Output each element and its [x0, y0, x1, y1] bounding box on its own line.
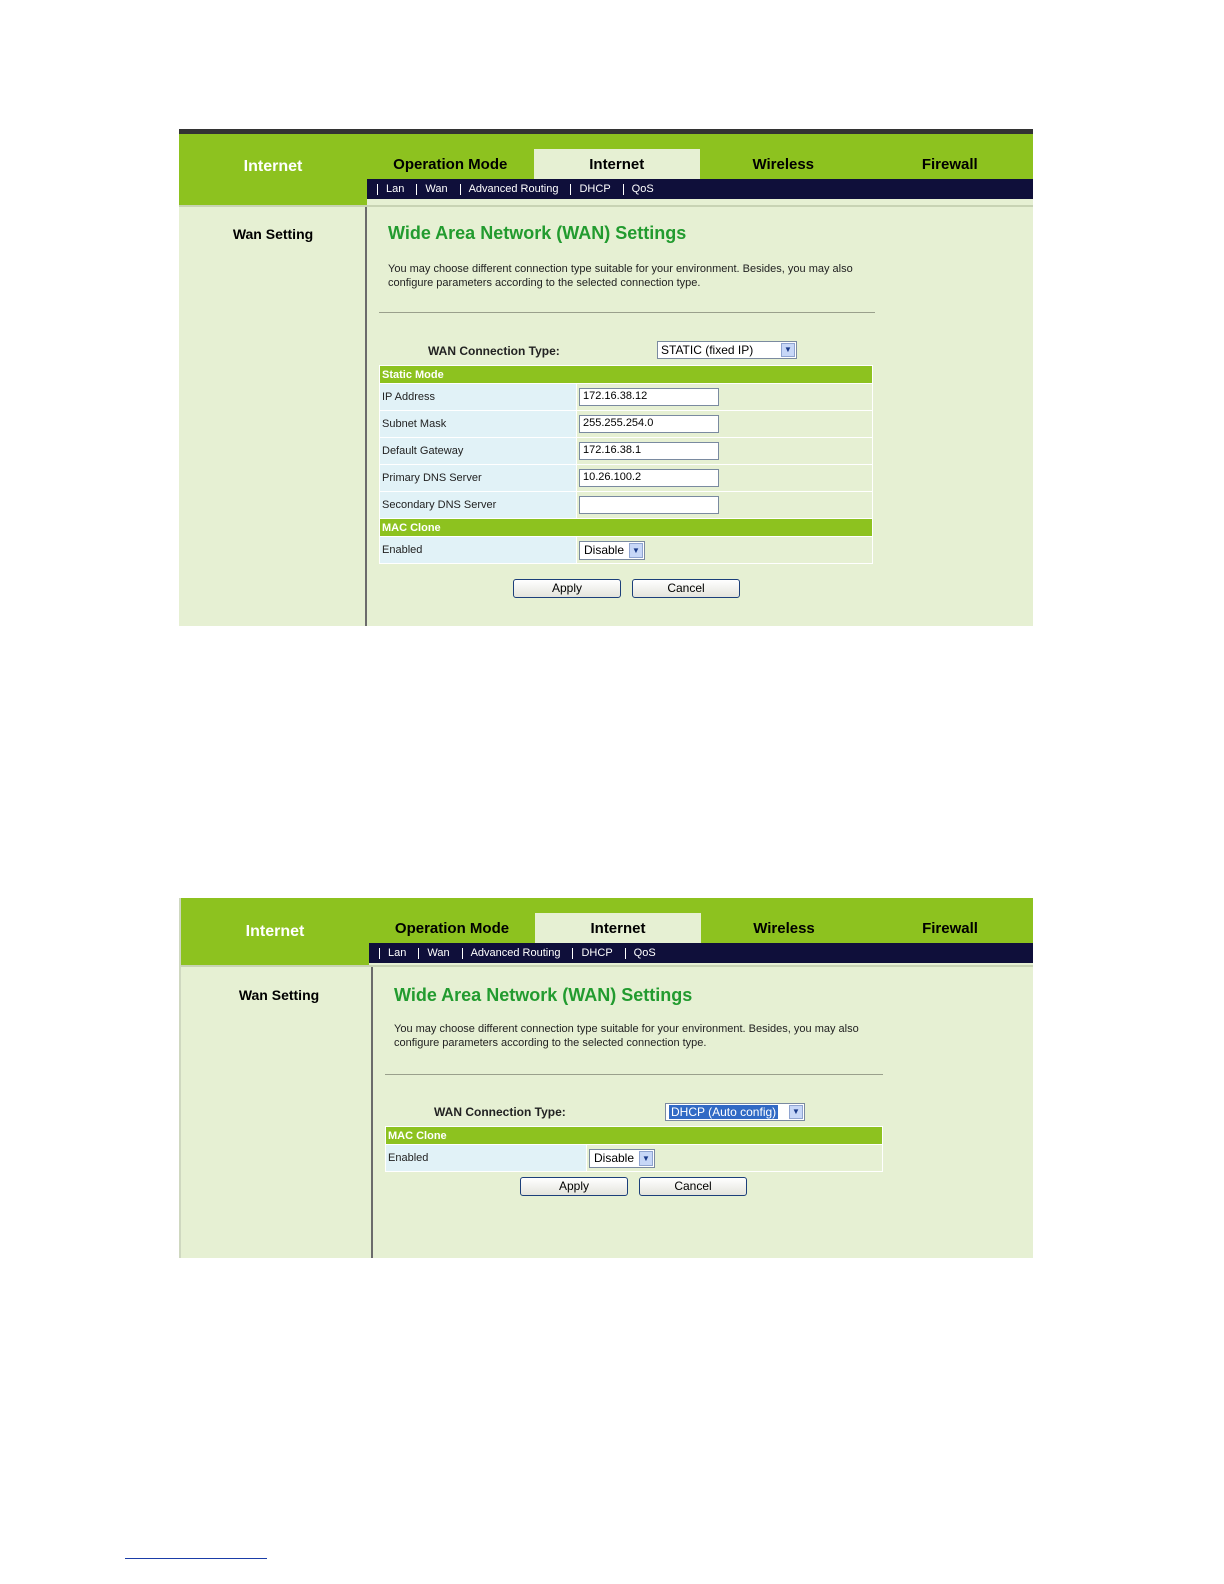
subnav-lan[interactable]: Lan [388, 947, 407, 959]
screenshot-dhcp-mode [179, 898, 1033, 1258]
mac-enabled-label: Enabled [386, 1145, 587, 1172]
tab-firewall[interactable]: Firewall [922, 920, 978, 937]
subnet-mask-input[interactable]: 255.255.254.0 [579, 415, 719, 433]
tab-internet[interactable]: Internet [534, 149, 701, 179]
mac-enabled-label: Enabled [380, 537, 577, 564]
page-title: Wide Area Network (WAN) Settings [394, 985, 693, 1005]
apply-button[interactable]: Apply [520, 1177, 628, 1196]
subnav-wan[interactable]: Wan [425, 183, 448, 195]
tab-internet[interactable]: Internet [535, 913, 701, 943]
subnav-qos[interactable]: QoS [631, 183, 654, 195]
apply-button[interactable]: Apply [513, 579, 621, 598]
mac-clone-value: Disable [584, 542, 625, 557]
table-row [386, 1145, 883, 1172]
static-mode-header: Static Mode [380, 366, 873, 384]
tab-operation-mode[interactable]: Operation Mode [394, 920, 510, 937]
wan-connection-type-value: STATIC (fixed IP) [661, 343, 754, 357]
screenshot-static-mode [179, 129, 1033, 626]
mac-clone-header: MAC Clone [380, 519, 873, 537]
subnav-qos[interactable]: QoS [633, 947, 656, 959]
subnav-advanced-routing[interactable]: Advanced Routing [470, 947, 561, 959]
mac-clone-table [385, 1126, 883, 1172]
ip-address-label: IP Address [380, 384, 577, 411]
section-title: Internet [181, 898, 369, 965]
mac-clone-header: MAC Clone [386, 1127, 883, 1145]
sub-navigation [369, 943, 1033, 963]
sub-navigation [367, 179, 1033, 199]
chevron-down-icon: ▼ [639, 1151, 653, 1166]
table-row [380, 537, 873, 564]
default-gateway-label: Default Gateway [380, 438, 577, 465]
mac-clone-select[interactable] [589, 1149, 655, 1168]
ip-address-input[interactable]: 172.16.38.12 [579, 388, 719, 406]
subnav-lan[interactable]: Lan [386, 183, 405, 195]
subnav-dhcp[interactable]: DHCP [581, 947, 613, 959]
table-row [380, 384, 873, 411]
wan-connection-type-select[interactable] [665, 1103, 805, 1121]
chevron-down-icon: ▼ [629, 543, 643, 558]
cancel-button[interactable]: Cancel [632, 579, 740, 598]
page-description: You may choose different connection type suitable for your environment. Besides, you may also configure parameters according to the selected connection type. [388, 263, 853, 289]
primary-dns-input[interactable]: 10.26.100.2 [579, 469, 719, 487]
chevron-down-icon: ▼ [781, 343, 795, 357]
wan-connection-type-select[interactable] [657, 341, 797, 359]
tab-wireless[interactable]: Wireless [753, 920, 815, 937]
subnav-wan[interactable]: Wan [427, 947, 450, 959]
page-title: Wide Area Network (WAN) Settings [388, 223, 687, 243]
sidebar-item-wan-setting[interactable]: Wan Setting [238, 987, 320, 1003]
wan-connection-type-label: WAN Connection Type: [434, 1105, 566, 1119]
page-description: You may choose different connection type suitable for your environment. Besides, you may also configure parameters according to the selected connection type. [394, 1023, 859, 1049]
table-row [380, 465, 873, 492]
main-tabs [369, 898, 1033, 943]
footnote-divider [125, 1558, 267, 1559]
primary-dns-label: Primary DNS Server [380, 465, 577, 492]
default-gateway-input[interactable]: 172.16.38.1 [579, 442, 719, 460]
subnet-mask-label: Subnet Mask [380, 411, 577, 438]
tab-wireless[interactable]: Wireless [752, 156, 815, 173]
secondary-dns-label: Secondary DNS Server [380, 492, 577, 519]
mac-clone-select[interactable] [579, 541, 645, 560]
subnav-advanced-routing[interactable]: Advanced Routing [468, 183, 559, 195]
cancel-button[interactable]: Cancel [639, 1177, 747, 1196]
subnav-dhcp[interactable]: DHCP [579, 183, 611, 195]
table-row [380, 438, 873, 465]
tab-operation-mode[interactable]: Operation Mode [393, 156, 508, 173]
static-mode-table [379, 365, 873, 564]
chevron-down-icon: ▼ [789, 1105, 803, 1119]
wan-connection-type-value: DHCP (Auto config) [671, 1105, 777, 1119]
tab-firewall[interactable]: Firewall [921, 156, 978, 173]
table-row [380, 411, 873, 438]
mac-clone-value: Disable [594, 1150, 635, 1165]
sidebar-item-wan-setting[interactable]: Wan Setting [232, 226, 314, 242]
section-title: Internet [179, 134, 367, 200]
wan-connection-type-label: WAN Connection Type: [428, 344, 560, 358]
table-row [380, 492, 873, 519]
secondary-dns-input[interactable] [579, 496, 719, 514]
main-tabs [367, 134, 1033, 179]
